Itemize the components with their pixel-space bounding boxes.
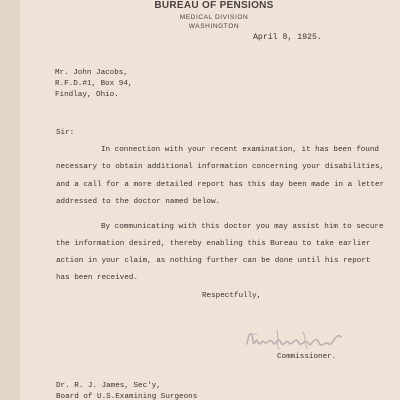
paper-edge	[0, 0, 20, 400]
recipient-city: Findlay, Ohio.	[55, 91, 119, 99]
recipient-address: R.F.D.#1, Box 94,	[55, 80, 133, 88]
paragraph2-line: has been received.	[56, 274, 139, 282]
letter-date: April 8, 1925.	[253, 33, 322, 42]
paragraph1-line: necessary to obtain additional information concerning your disabilities,	[56, 163, 385, 171]
closing: Respectfully,	[202, 292, 262, 300]
salutation: Sir:	[56, 129, 75, 137]
paragraph1-line: and a call for a more detailed report has this day been made in a letter	[56, 181, 385, 189]
recipient-name: Mr. John Jacobs,	[55, 69, 128, 77]
commissioner-signature	[243, 322, 348, 352]
doctor-name: Dr. R. J. James, Sec'y,	[56, 382, 161, 390]
letterhead-bureau: BUREAU OF PENSIONS	[154, 0, 274, 11]
doctor-board: Board of U.S.Examining Surgeons	[56, 393, 198, 400]
paragraph2-line: the information desired, thereby enabling this Bureau to take earlier	[56, 240, 371, 248]
paragraph1-line: addressed to the doctor named below.	[56, 198, 221, 206]
paragraph1-line: In connection with your recent examination, it has been found	[101, 146, 379, 154]
letterhead-division: MEDICAL DIVISION	[179, 14, 249, 21]
paragraph2-line: By communicating with this doctor you may assist him to secure	[101, 223, 384, 231]
letterhead-city: WASHINGTON	[188, 23, 240, 30]
commissioner-title: Commissioner.	[277, 353, 337, 361]
paragraph2-line: action in your claim, as nothing further can be done until his report	[56, 257, 371, 265]
